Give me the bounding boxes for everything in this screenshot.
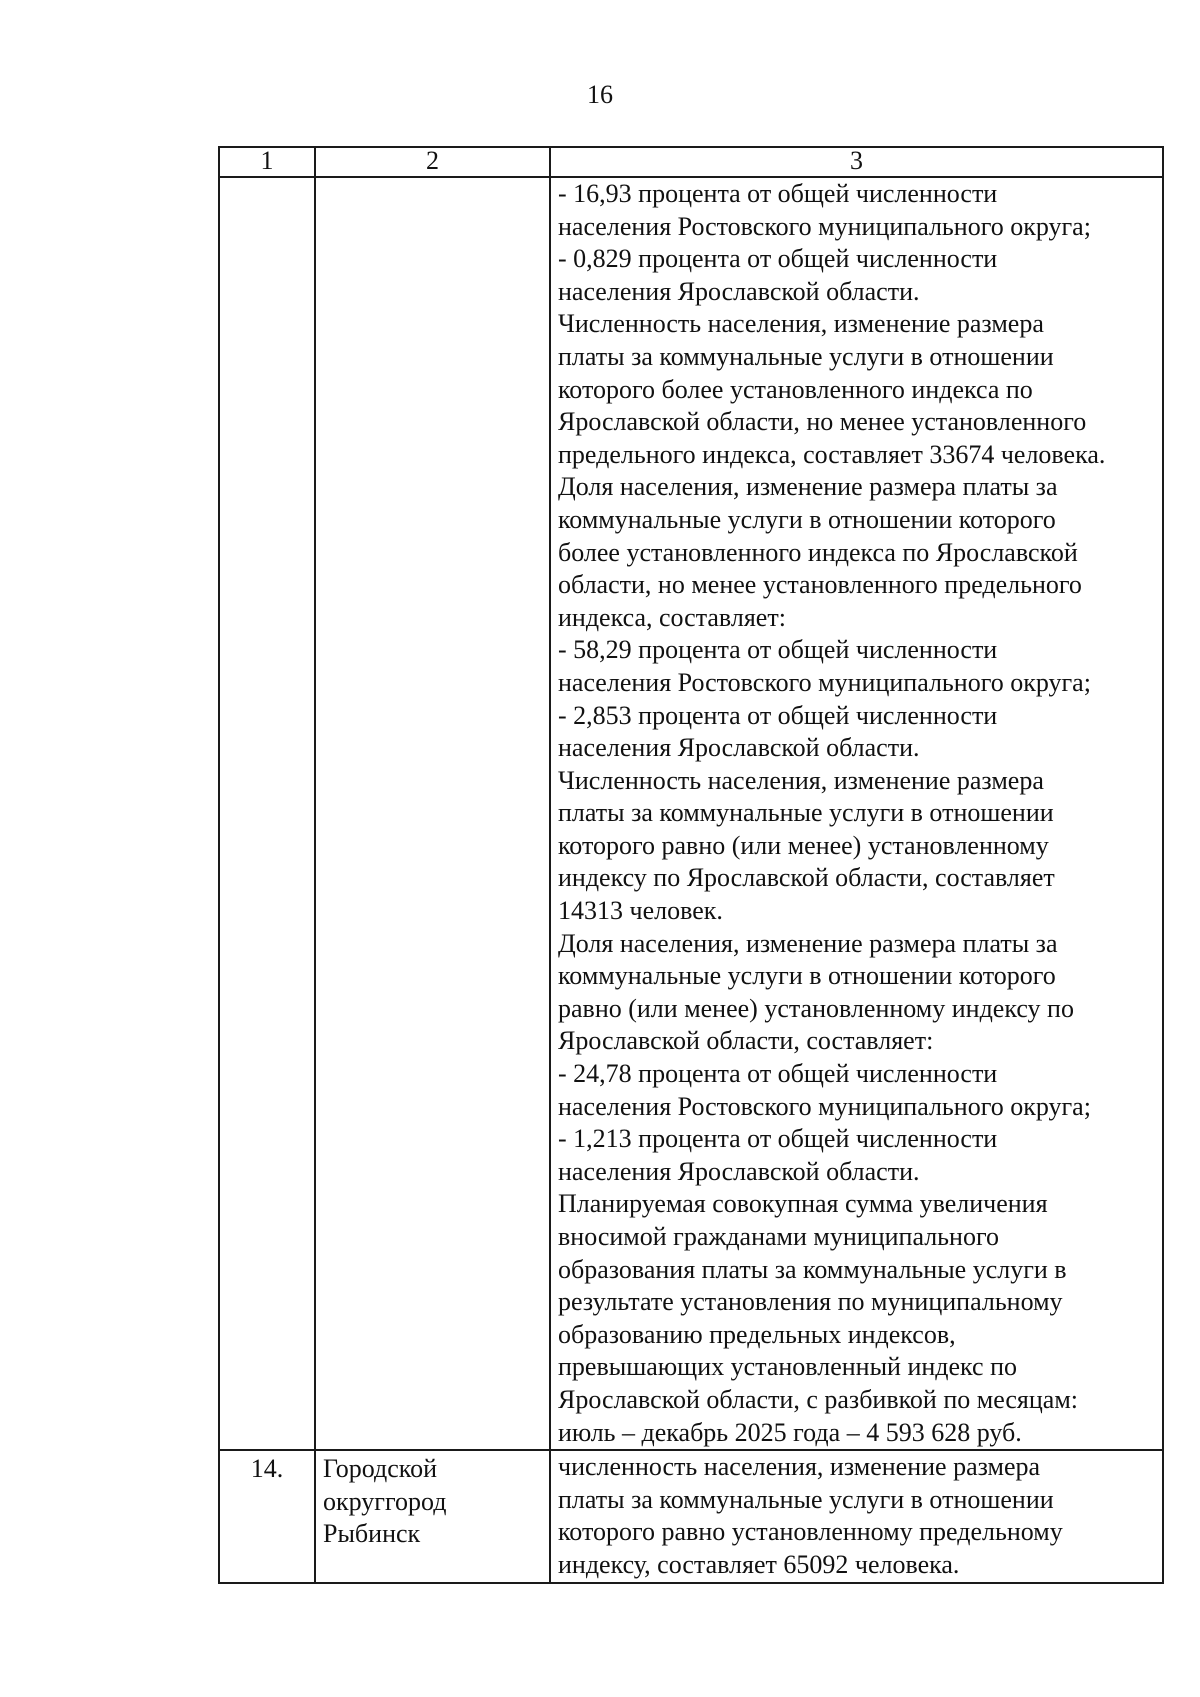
description-cell	[550, 1450, 1163, 1582]
text-line: Городской округ	[323, 1454, 437, 1516]
text-line: образованию предельных индексов,	[558, 1319, 956, 1349]
text-line: Планируемая совокупная сумма увеличения	[558, 1189, 1048, 1219]
text-line: которого равно (или менее) установленному	[558, 830, 1049, 860]
table-row-14	[219, 1450, 1163, 1582]
column-header-2: 2	[315, 147, 550, 177]
text-line: вносимой гражданами муниципального	[558, 1222, 999, 1251]
text-line: Численность населения, изменение размера	[558, 309, 1044, 339]
text-line: результате установления по муниципальному	[558, 1287, 1063, 1317]
text-line: области, но менее установленного предельного	[558, 570, 1082, 600]
text-line: Ярославской области, с разбивкой по месяцам:	[558, 1384, 1079, 1414]
text-line: - 2,853 процента от общей численности	[558, 700, 998, 730]
text-line: населения Ярославской области.	[558, 733, 920, 763]
municipality-cell	[315, 1450, 550, 1582]
text-line: индекса, составляет:	[558, 602, 786, 632]
text-line: - 1,213 процента от общей численности	[558, 1124, 998, 1154]
description-cell	[550, 177, 1163, 1450]
text-line: которого более установленного индекса по	[558, 374, 1033, 404]
text-line: платы за коммунальные услуги в отношении	[558, 341, 1054, 371]
text-line: населения Ярославской области.	[558, 276, 920, 306]
text-line: июль – декабрь 2025 года – 4 593 628 руб.	[558, 1417, 1022, 1447]
text-line: численность населения, изменение размера	[558, 1452, 1041, 1482]
municipality-cell	[315, 177, 550, 1450]
row-number-cell: 14.	[219, 1450, 315, 1582]
text-line: Численность населения, изменение размера	[558, 765, 1044, 795]
text-line: населения Ростовского муниципального округа;	[558, 667, 1091, 697]
text-line: превышающих установленный индекс по	[558, 1352, 1017, 1382]
row-number-cell	[219, 177, 315, 1450]
text-line: более установленного индекса по Ярославской	[558, 537, 1078, 567]
text-line: платы за коммунальные услуги в отношении	[558, 1484, 1054, 1514]
text-line: равно (или менее) установленному индексу по	[558, 993, 1074, 1023]
text-line: образования платы за коммунальные услуги в	[558, 1254, 1067, 1284]
column-header-1: 1	[219, 147, 315, 177]
text-line: - 16,93 процента от общей численности	[558, 179, 998, 208]
text-line: - 24,78 процента от общей численности	[558, 1059, 998, 1089]
column-header-3: 3	[550, 147, 1163, 177]
text-line: Доля населения, изменение размера платы за	[558, 472, 1058, 502]
table-header-row	[219, 147, 1163, 177]
text-line: коммунальные услуги в отношении которого	[558, 961, 1056, 991]
text-line: предельного индекса, составляет 33674 человека.	[558, 439, 1106, 469]
text-line: - 0,829 процента от общей численности	[558, 244, 998, 274]
page-number: 16	[587, 80, 613, 109]
text-line: Ярославской области, составляет:	[558, 1026, 934, 1056]
text-line: населения Ростовского муниципального округа;	[558, 1091, 1091, 1121]
text-line: 14313 человек.	[558, 896, 723, 926]
text-line: коммунальные услуги в отношении которого	[558, 504, 1056, 534]
text-line: - 58,29 процента от общей численности	[558, 635, 998, 665]
text-line: Доля населения, изменение размера платы за	[558, 928, 1058, 958]
document-table	[218, 146, 1164, 1584]
table-row-continuation	[219, 177, 1163, 1450]
text-line: индексу, составляет 65092 человека.	[558, 1549, 960, 1579]
text-line: населения Ростовского муниципального округа;	[558, 211, 1091, 241]
text-line: населения Ярославской области.	[558, 1156, 920, 1186]
text-line: платы за коммунальные услуги в отношении	[558, 798, 1054, 828]
text-line: индексу по Ярославской области, составляет	[558, 863, 1055, 893]
text-line: Ярославской области, но менее установленного	[558, 407, 1087, 437]
text-line: которого равно установленному предельному	[558, 1517, 1063, 1547]
text-line: город Рыбинск	[323, 1486, 447, 1549]
